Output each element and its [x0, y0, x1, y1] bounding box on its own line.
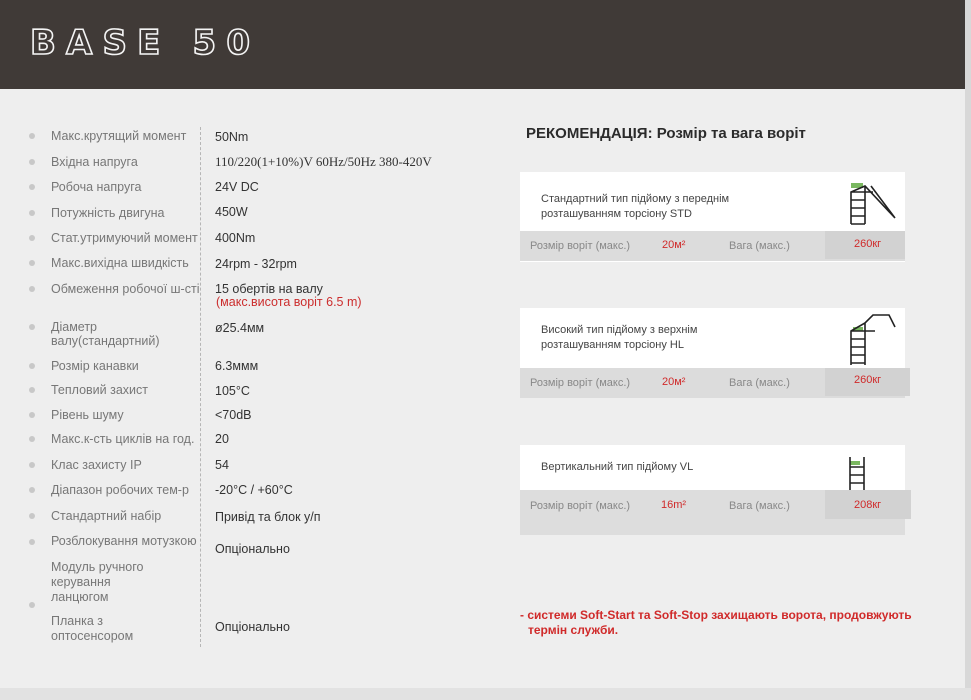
spec-label: Вхідна напруга — [51, 155, 138, 169]
spec-value: 24V DC — [215, 180, 259, 194]
card-spec-bar — [520, 490, 905, 535]
weight-value: 208кг — [854, 499, 882, 511]
card-description-line: розташуванням торсіону STD — [541, 208, 692, 220]
spec-label: Модуль ручного керування ланцюгом — [51, 560, 144, 604]
spec-value: 105°C — [215, 384, 250, 398]
gate-card-vl — [520, 445, 905, 535]
bullet-icon — [29, 159, 35, 165]
spec-label: Макс.крутящий момент — [51, 129, 187, 143]
spec-value: <70dB — [215, 408, 252, 422]
bullet-icon — [29, 436, 35, 442]
spec-label: Тепловий захист — [51, 383, 149, 397]
spec-value: 20 — [215, 432, 229, 446]
gate-card-std — [520, 172, 905, 262]
card-description-line: Високий тип підйому з верхнім — [541, 324, 698, 336]
spec-label: Потужність двигуна — [51, 206, 165, 220]
spec-value: Опціонально — [215, 620, 290, 634]
spec-label: Рівень шуму — [51, 408, 124, 422]
bullet-icon — [29, 133, 35, 139]
weight-label: Вага (макс.) — [729, 377, 790, 389]
bullet-icon — [29, 462, 35, 468]
spec-label: Діапазон робочих тем-р — [51, 483, 189, 497]
spec-value: 6.3ммм — [215, 359, 259, 373]
right-edge-strip — [965, 0, 971, 700]
spec-value: 110/220(1+10%)V 60Hz/50Hz 380-420V — [215, 154, 432, 169]
spec-label: Планка з оптосенсором — [51, 614, 134, 643]
weight-value: 260кг — [854, 238, 882, 250]
bullet-icon — [29, 260, 35, 266]
weight-label: Вага (макс.) — [729, 240, 790, 252]
high-lift-icon — [845, 313, 897, 365]
card-spec-bar — [520, 368, 905, 398]
spec-label: Стандартний набір — [51, 509, 162, 523]
bullet-icon — [29, 539, 35, 545]
bullet-icon — [29, 184, 35, 190]
bullet-icon — [29, 324, 35, 330]
card-description-line: розташуванням торсіону HL — [541, 339, 684, 351]
spec-value: 54 — [215, 458, 229, 472]
soft-start-note-line: термін служби. — [528, 623, 619, 637]
card-description-line: Стандартний тип підйому з переднім — [541, 193, 730, 205]
size-value: 16m² — [661, 499, 687, 511]
header-bar — [0, 0, 971, 89]
soft-start-note-line: - системи Soft-Start та Soft-Stop захищають ворота, продовжують — [520, 608, 912, 622]
soft-start-note — [520, 608, 940, 638]
svg-text:BASE 50: BASE 50 — [30, 23, 252, 60]
size-label: Розмір воріт (макс.) — [530, 500, 631, 512]
bottom-edge-strip — [0, 688, 971, 700]
size-label: Розмір воріт (макс.) — [530, 377, 631, 389]
spec-value: -20°C / +60°C — [215, 483, 293, 497]
spec-value: 400Nm — [215, 231, 256, 245]
spec-label: Розблокування мотузкою — [51, 534, 197, 548]
spec-value: 24rpm - 32rpm — [215, 257, 297, 271]
bullet-icon — [29, 286, 35, 292]
card-description-line: Вертикальний тип підйому VL — [541, 461, 694, 473]
size-value: 20м² — [662, 376, 686, 388]
spec-label: Робоча напруга — [51, 180, 142, 194]
logo — [30, 20, 260, 60]
size-label: Розмір воріт (макс.) — [530, 240, 631, 252]
card-description — [541, 192, 729, 222]
recommendation-title: РЕКОМЕНДАЦІЯ: Розмір та вага воріт — [526, 125, 806, 142]
spec-value: ø25.4мм — [215, 321, 265, 335]
bullet-icon — [29, 513, 35, 519]
weight-label: Вага (макс.) — [729, 500, 790, 512]
spec-note: (макс.висота воріт 6.5 m) — [216, 295, 362, 309]
spec-label: Клас захисту IP — [51, 458, 142, 472]
spec-label: Обмеження робочої ш-сті — [51, 282, 200, 296]
bullet-icon — [29, 602, 35, 608]
card-spec-bar — [520, 231, 905, 261]
spec-label: Діаметр валу(стандартний) — [51, 320, 160, 348]
spec-value: Привід та блок у/п — [215, 510, 321, 524]
size-value: 20м² — [662, 239, 686, 251]
spec-value: 15 обертів на валу — [215, 282, 323, 296]
spec-label: Розмір канавки — [51, 359, 139, 373]
spec-value: 450W — [215, 205, 248, 219]
bullet-icon — [29, 235, 35, 241]
bullet-icon — [29, 210, 35, 216]
card-description — [541, 323, 697, 353]
bullet-icon — [29, 412, 35, 418]
std-lift-icon — [845, 180, 897, 228]
spec-label: Макс.к-сть циклів на год. — [51, 432, 195, 446]
card-description — [541, 460, 693, 475]
spec-value: 50Nm — [215, 130, 249, 144]
bullet-icon — [29, 487, 35, 493]
bullet-icon — [29, 387, 35, 393]
spec-label: Макс.вихідна швидкість — [51, 256, 189, 270]
spec-label: Стат.утримуючий момент — [51, 231, 198, 245]
gate-card-hl — [520, 308, 905, 398]
spec-value: Опціонально — [215, 542, 290, 556]
bullet-icon — [29, 363, 35, 369]
weight-value: 260кг — [854, 374, 882, 386]
